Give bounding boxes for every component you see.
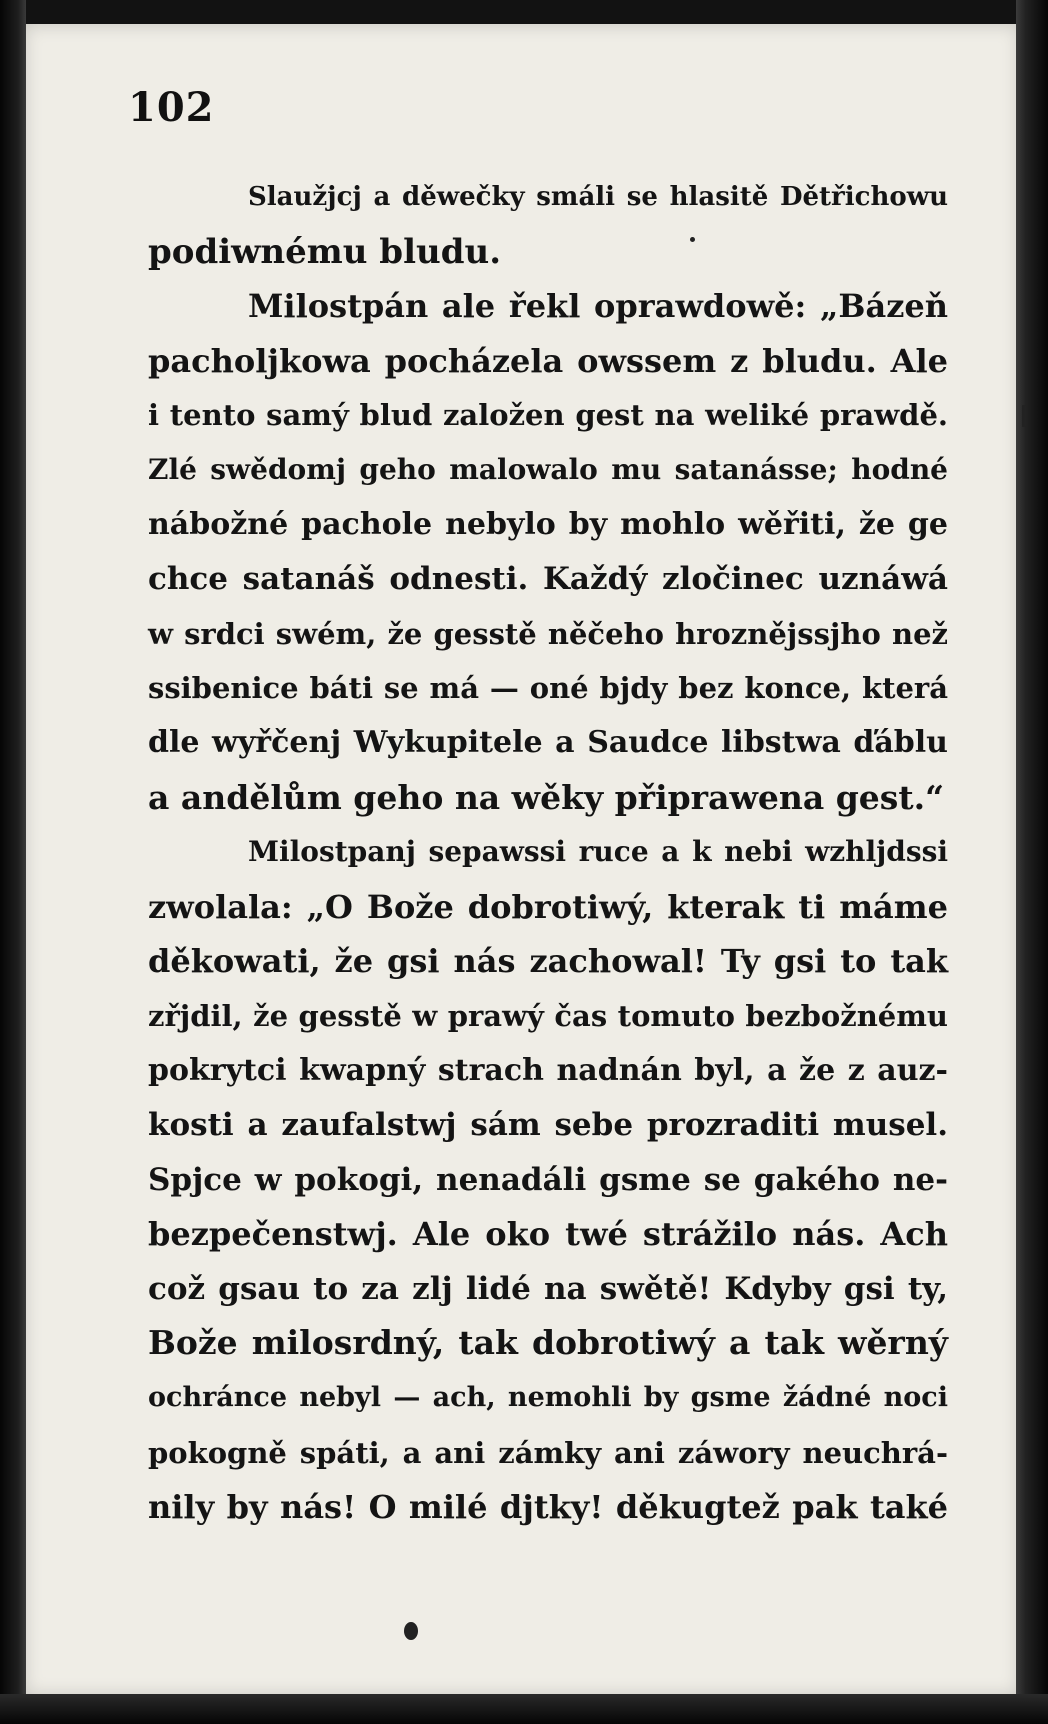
text-line: Bože milosrdný, tak dobrotiwý a tak wěrný xyxy=(148,1323,948,1363)
text-line: Slaužjcj a děwečky smáli se hlasitě Dětřichowu xyxy=(248,182,948,212)
text-line: bezpečenstwj. Ale oko twé strážilo nás. Ach xyxy=(148,1215,948,1254)
ink-speck xyxy=(1022,405,1026,427)
scan-edge-right xyxy=(1016,0,1048,1724)
scan-edge-bottom xyxy=(0,1694,1048,1724)
text-line: podiwnému bludu. xyxy=(148,231,502,272)
text-line: děkowati, že gsi nás zachowal! Ty gsi to tak xyxy=(148,942,948,981)
text-line: pokogně spáti, a ani zámky ani záwory neuchrá- xyxy=(148,1435,948,1470)
text-line: w srdci swém, že gesstě něčeho hroznějssjho než xyxy=(148,616,948,651)
text-line: Zlé swědomj geho malowalo mu satanásse; hodné xyxy=(148,452,948,486)
text-line: dle wyřčenj Wykupitele a Saudce libstwa ďáblu xyxy=(148,724,948,760)
text-line: nily by nás! O milé djtky! děkugtež pak také xyxy=(148,1488,948,1527)
text-line: ochránce nebyl — ach, nemohli by gsme žádné noci xyxy=(148,1382,948,1414)
text-line: Milostpanj sepawssi ruce a k nebi wzhljdssi xyxy=(248,835,948,869)
body-text xyxy=(148,170,948,1535)
ink-speck xyxy=(404,1622,418,1640)
text-line: zřjdil, že gesstě w prawý čas tomuto bezbožnému xyxy=(148,998,948,1033)
text-line: i tento samý blud založen gest na weliké prawdě. xyxy=(148,398,948,433)
text-line: zwolala: „O Bože dobrotiwý, kterak ti máme xyxy=(148,887,948,926)
text-line: což gsau to za zlj lidé na swětě! Kdyby gsi ty, xyxy=(148,1270,948,1307)
text-line: nábožné pachole nebylo by mohlo wěřiti, že ge xyxy=(148,506,948,542)
text-line: ssibenice báti se má — oné bjdy bez konce, která xyxy=(148,671,948,706)
text-line: chce satanáš odnesti. Každý zločinec uznáwá xyxy=(148,561,948,598)
scan-edge-left xyxy=(0,0,26,1724)
page-number: 102 xyxy=(128,84,215,131)
text-line: Spjce w pokogi, nenadáli gsme se gakého ne- xyxy=(148,1161,948,1198)
text-line: kosti a zaufalstwj sám sebe prozraditi musel. xyxy=(148,1107,948,1144)
text-line: a andělům geho na wěky připrawena gest.“ xyxy=(148,777,945,817)
text-line: pokrytci kwapný strach nadnán byl, a že z auz- xyxy=(148,1052,948,1088)
text-line: Milostpán ale řekl oprawdowě: „Bázeň xyxy=(248,287,948,326)
text-line: pacholjkowa pocházela owssem z bludu. Ale xyxy=(148,341,948,380)
